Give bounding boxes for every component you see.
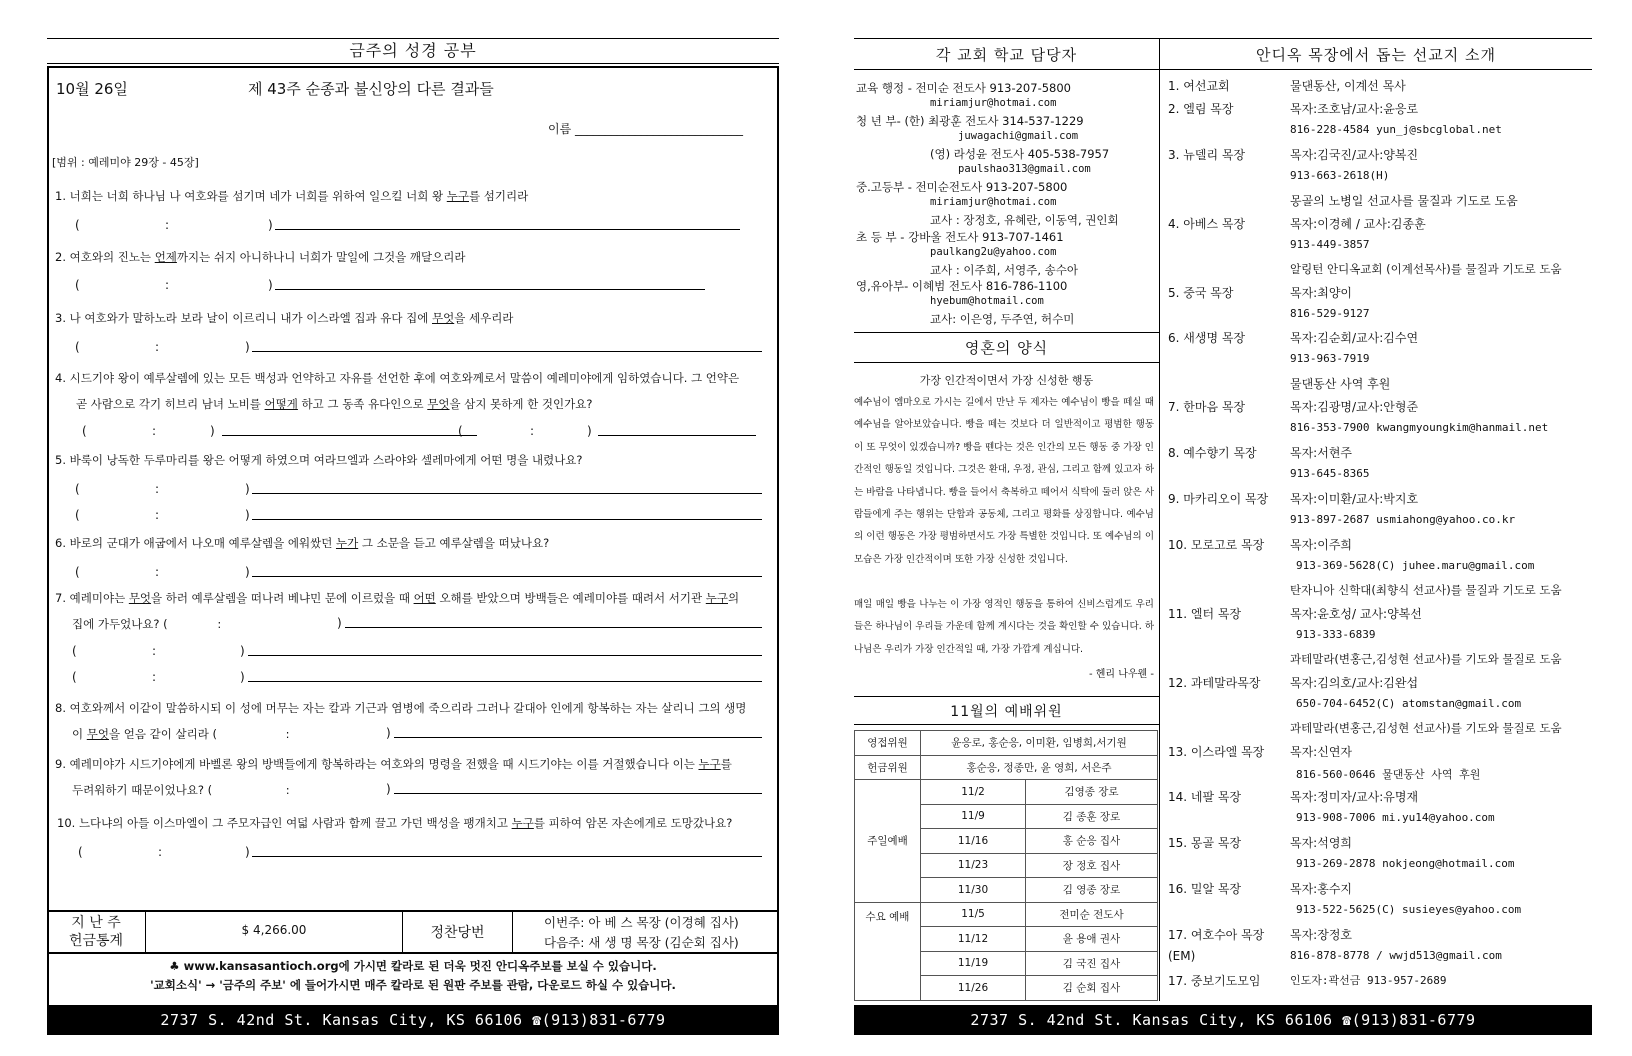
mission-group: 2. 엘림 목장 (1168, 101, 1234, 116)
mission-group: 8. 예수향기 목장 (1168, 446, 1257, 461)
devotion-subtitle: 가장 인간적이면서 가장 신성한 행동 (919, 374, 1094, 387)
answer-line-7c[interactable] (248, 681, 762, 682)
mission-detail: 목자:이경혜 / 교사:김종훈 (1290, 216, 1426, 231)
answer-line-5b[interactable] (252, 519, 762, 520)
mission-group: 3. 뉴델리 목장 (1168, 147, 1246, 162)
staff-title: 각 교회 학교 담당자 (935, 46, 1078, 64)
mission-detail: 816-878-8778 / wwjd513@gmail.com (1290, 949, 1502, 963)
website-notice: ♣ www.kansasantioch.org에 가시면 칼라로 된 더욱 멋진 안디옥주보를 보실 수 있습니다. (169, 959, 657, 973)
mission-group: 7. 한마음 목장 (1168, 400, 1246, 415)
mission-detail: 인도자:곽선금 913-957-2689 (1290, 974, 1447, 988)
question-9: 9. 예레미야가 시드기야에게 바벨론 왕의 방백들에게 항복하라는 여호와의 명령을 전했을 때 시드기야는 이를 거절했습니다 이는 누구를 (55, 757, 732, 771)
mission-detail: 816-529-9127 (1290, 306, 1370, 320)
staff-line: 청 년 부- (한) 최광훈 전도사 314-537-1229 (856, 114, 1084, 128)
staff-line: 중.고등부 - 전미순전도사 913-207-5800 (856, 180, 1068, 194)
answer-line-6[interactable] (252, 576, 762, 577)
mission-detail: 816-353-7900 kwangmyoungkim@hanmail.net (1290, 421, 1549, 435)
mission-detail: 목자:정미자/교사:유명재 (1290, 790, 1419, 805)
mission-detail: 913-908-7006 mi.yu14@yahoo.com (1296, 811, 1495, 825)
staff-email: juwagachi@gmail.com (958, 130, 1079, 142)
mission-group: 10. 모로고로 목장 (1168, 538, 1265, 552)
mission-detail: 목자:홍수지 (1290, 882, 1353, 897)
prayer-duty-label: 정찬당번 (430, 925, 485, 941)
answer-line-4a[interactable] (222, 435, 477, 436)
answer-line-5a[interactable] (252, 493, 762, 494)
devotion-author: - 헨리 나우웬 - (1088, 669, 1154, 680)
mission-detail: 목자:최양이 (1290, 285, 1353, 300)
mission-detail: 물댄동산 사역 후원 (1290, 377, 1391, 392)
mission-detail: 탄자니아 신학대(최향식 선교사)를 물질과 기도로 도움 (1290, 582, 1562, 597)
scripture-range: [범위 : 예레미야 29장 - 45장] (52, 156, 199, 169)
mission-detail: 913-663-2618(H) (1290, 168, 1390, 182)
mission-detail: 목자:김국진/교사:양복진 (1290, 147, 1419, 162)
staff-email: hyebum@hotmail.com (930, 295, 1044, 307)
mission-detail: 913-963-7919 (1290, 352, 1370, 366)
answer-line-2[interactable] (275, 289, 705, 290)
mission-detail: 과테말라(변홍근,김성현 선교사)를 기도와 물질로 도움 (1290, 720, 1562, 735)
mission-detail: 몽골의 노병일 선교사를 물질과 기도로 도움 (1290, 193, 1518, 208)
mission-detail: 목자:석영희 (1290, 836, 1353, 851)
devotion-body-2: 매일 매일 빵을 나누는 이 가장 영적인 행동을 통하여 신비스럽게도 우리들은 하나님이 우리들 가운데 함께 계시다는 것을 확인할 수 있습니다. 하나님은 우리가 가장 인간적일 때, 가장 가깝게 계십니다. (854, 599, 1154, 655)
mission-detail: 목자:서현주 (1290, 446, 1353, 461)
answer-line-10[interactable] (252, 856, 762, 857)
question-1: 1. 너희는 너희 하나님 나 여호와를 섬기며 네가 너희를 위하여 일으킬 너희 왕 누구를 섬기리라 (55, 189, 529, 203)
answer-line-7a[interactable] (345, 627, 762, 628)
mission-group: 16. 밀알 목장 (1168, 882, 1242, 897)
mission-group: (EM) (1168, 949, 1196, 964)
mission-detail: 816-560-0646 물댄동산 사역 후원 (1296, 767, 1481, 781)
question-7-cont: 집에 가두었나요? ( : (72, 617, 222, 631)
mission-group: 1. 여선교회 (1168, 79, 1230, 93)
staff-teachers: 교사: 이은영, 두주연, 허수미 (930, 312, 1075, 326)
mission-detail: 목자:이미환/교사:박지호 (1290, 492, 1419, 507)
mission-detail: 물댄동산, 이계선 목사 (1290, 79, 1406, 93)
mission-group: 15. 몽골 목장 (1168, 836, 1242, 851)
mission-group: 17. 여호수아 목장 (1168, 928, 1265, 943)
answer-line-7b[interactable] (248, 655, 762, 656)
mission-group: 13. 이스라엘 목장 (1168, 744, 1265, 759)
answer-line-1[interactable] (275, 229, 740, 230)
staff-email: miriamjur@hotmai.com (930, 97, 1057, 109)
staff-email: paulkang2u@yahoo.com (930, 246, 1057, 258)
name-field[interactable]: 이름 ____________________________ (548, 122, 743, 136)
mission-detail: 목자:장정호 (1290, 928, 1353, 943)
mission-detail: 목자:윤호성/ 교사:양복선 (1290, 606, 1422, 621)
staff-line: 영,유아부- 이혜범 전도사 816-786-1100 (856, 279, 1068, 293)
staff-teachers: 교사 : 이주희, 서영주, 송수아 (930, 263, 1079, 277)
worship-title: 11월의 예배위원 (950, 704, 1063, 720)
duty-next-week: 다음주: 새 생 명 목장 (김순회 집사) (544, 935, 739, 950)
question-4: 4. 시드기야 왕이 예루살렘에 있는 모든 백성과 언약하고 자유를 선언한 후에 여호와께로서 말씀이 예레미야에게 임하였습니다. 그 언약은 (55, 371, 740, 385)
offering-label: 지 난 주 헌금통계 (68, 915, 124, 949)
mission-group: 11. 엘터 목장 (1168, 606, 1242, 621)
mission-group: 12. 과테말라목장 (1168, 675, 1261, 690)
mission-detail: 913-522-5625(C) susieyes@yahoo.com (1296, 903, 1522, 917)
staff-line: (영) 라성윤 전도사 405-538-7957 (930, 147, 1110, 161)
question-9-cont: 두려워하기 때문이었나요? ( : (72, 783, 290, 797)
mission-detail: 913-897-2687 usmiahong@yahoo.co.kr (1290, 513, 1516, 527)
mission-detail: 816-228-4584 yun_j@sbcglobal.net (1290, 122, 1502, 136)
question-8-cont: 이 무엇을 얻음 같이 살리라 ( : (72, 727, 290, 741)
staff-line: 초 등 부 - 강바울 전도사 913-707-1461 (856, 230, 1064, 244)
devotion-title: 영혼의 양식 (964, 339, 1049, 357)
mission-detail: 913-645-8365 (1290, 467, 1370, 481)
staff-email: miriamjur@hotmai.com (930, 196, 1057, 208)
mission-detail: 목자:김광명/교사:안형준 (1290, 400, 1419, 415)
mission-detail: 목자:이주희 (1290, 538, 1353, 552)
mission-group: 14. 네팔 목장 (1168, 790, 1242, 805)
study-date: 10월 26일 (56, 80, 128, 98)
question-3: 3. 나 여호와가 말하노라 보라 날이 이르리니 내가 이스라엘 집과 유다 집에 무엇을 세우리라 (55, 311, 514, 325)
mission-detail: 목자:김의호/교사:김완섭 (1290, 675, 1419, 690)
offering-amount: $ 4,266.00 (241, 923, 307, 937)
question-6: 6. 바로의 군대가 애굽에서 나오매 예루살렘을 에워쌌던 누가 그 소문을 듣고 예루살렘을 떠났나요? (55, 536, 550, 550)
mission-group: 5. 중국 목장 (1168, 285, 1234, 300)
mission-detail: 알링턴 안디옥교회 (이계선목사)를 물질과 기도로 도움 (1290, 261, 1562, 276)
devotion-body: 예수님이 엠마오로 가시는 길에서 만난 두 제자는 예수님이 빵을 떼실 때 예수님을 알아보았습니다. 빵을 떼는 것보다 더 일반적이고 평범한 행동이 또 무엇이 있겠습니까? 빵을 뗀다는 것은 인간의 모든 행동 중 가장 인간적인 행동일 것입니다. 그것은 환대, 우정, 관심, 그리고 함께 있고자 하는 바람을 나타냅니다. 빵을 들어서 축복하고 떼어서 식탁에 둘러 앉은 사람들에게 주는 행위는 단합과 공동체, 그리고 평화를 상징합니다. 예수님의 이런 행동은 가장 평범하면서도 가장 특별한 것입니다. 또 예수님의 이 모습은 가장 인간적이며 또한 가장 신성한 것입니다. (854, 397, 1154, 565)
mission-detail: 목자:김순회/교사:김수연 (1290, 331, 1419, 346)
lesson-title: 제 43주 순종과 불신앙의 다른 결과들 (248, 80, 494, 98)
answer-line-9[interactable] (394, 793, 762, 794)
mission-detail: 913-369-5628(C) juhee.maru@gmail.com (1296, 558, 1535, 572)
mission-detail: 목자:조호남/교사:윤응로 (1290, 101, 1419, 116)
question-2: 2. 여호와의 진노는 언제까지는 쉬지 아니하나니 너희가 말일에 그것을 깨달으리라 (55, 250, 466, 264)
mission-group: 17. 중보기도모임 (1168, 974, 1261, 989)
question-4-cont: 곧 사람으로 각기 히브리 남녀 노비를 어떻게 하고 그 동족 유다인으로 무엇을 삼지 못하게 한 것인가요? (76, 397, 593, 411)
worship-table: 영접위원 윤응로, 홍순응, 이미환, 임병희,서기원 헌금위원 홍순응, 정종만, 윤 영희, 서은주 주일예배 11/2 김영종 장로 11/9 김 종훈 장로 11/16 홍 순응 집사 11/23 장 정호 집사 11/30 김 영종 장로 수요 예배 11/5 전미순 전도사 11/12 윤 용애 권사 11/19 김 국진 집사 11/26 김 순회 집사 (854, 730, 1158, 1001)
mission-detail: 목자:신연자 (1290, 744, 1353, 759)
mission-group: 4. 아베스 목장 (1168, 216, 1246, 231)
question-5: 5. 바룩이 낭독한 두루마리를 왕은 어떻게 하였으며 여라므엘과 스라야와 셀레마에게 어떤 명을 내렸나요? (55, 453, 583, 467)
answer-line-4b[interactable] (598, 435, 756, 436)
mission-group: 9. 마카리오이 목장 (1168, 492, 1269, 507)
address-bar-right: 2737 S. 42nd St. Kansas City, KS 66106 ☎(913)831-6779 (854, 1005, 1592, 1035)
answer-line-3[interactable] (252, 351, 762, 352)
bible-study-header: 금주의 성경 공부 (47, 38, 779, 64)
question-10: 10. 느다냐의 아들 이스마엘이 그 주모자급인 여덟 사람과 함께 끌고 가던 백성을 팽개치고 누구를 피하여 암몬 자손에게로 도망갔나요? (57, 816, 733, 830)
question-7: 7. 예레미야는 무엇을 하러 예루살렘을 떠나려 베냐민 문에 이르렀을 때 어떤 오해를 받았으며 방백들은 예레미야를 때려서 서기관 누구의 (55, 591, 740, 605)
mission-detail: 과테말라(변홍근,김성현 선교사)를 기도와 물질로 도움 (1290, 651, 1562, 666)
staff-teachers: 교사 : 장정호, 유혜란, 이동역, 권인회 (930, 213, 1119, 227)
staff-email: paulshao313@gmail.com (958, 163, 1091, 175)
website-notice-2: '교회소식' → '금주의 주보' 에 들어가시면 매주 칼라로 된 원판 주보를 관람, 다운로드 하실 수 있습니다. (150, 978, 676, 992)
missions-title: 안디옥 목장에서 돕는 선교지 소개 (1256, 46, 1496, 64)
mission-group: 6. 새생명 목장 (1168, 331, 1246, 346)
address-bar-left: 2737 S. 42nd St. Kansas City, KS 66106 ☎(913)831-6779 (47, 1005, 779, 1035)
answer-line-8[interactable] (394, 737, 762, 738)
mission-detail: 913-333-6839 (1296, 627, 1376, 641)
staff-line: 교육 행정 - 전미순 전도사 913-207-5800 (856, 81, 1071, 95)
mission-detail: 913-269-2878 nokjeong@hotmail.com (1296, 857, 1515, 871)
mission-detail: 913-449-3857 (1290, 237, 1370, 251)
question-8: 8. 여호와께서 이같이 말씀하시되 이 성에 머무는 자는 칼과 기근과 염병에 죽으리라 그러나 갈대아 인에게 항복하는 자는 살리니 그의 생명 (55, 701, 747, 715)
duty-this-week: 이번주: 아 베 스 목장 (이경혜 집사) (544, 915, 739, 930)
mission-detail: 650-704-6452(C) atomstan@gmail.com (1296, 696, 1522, 710)
